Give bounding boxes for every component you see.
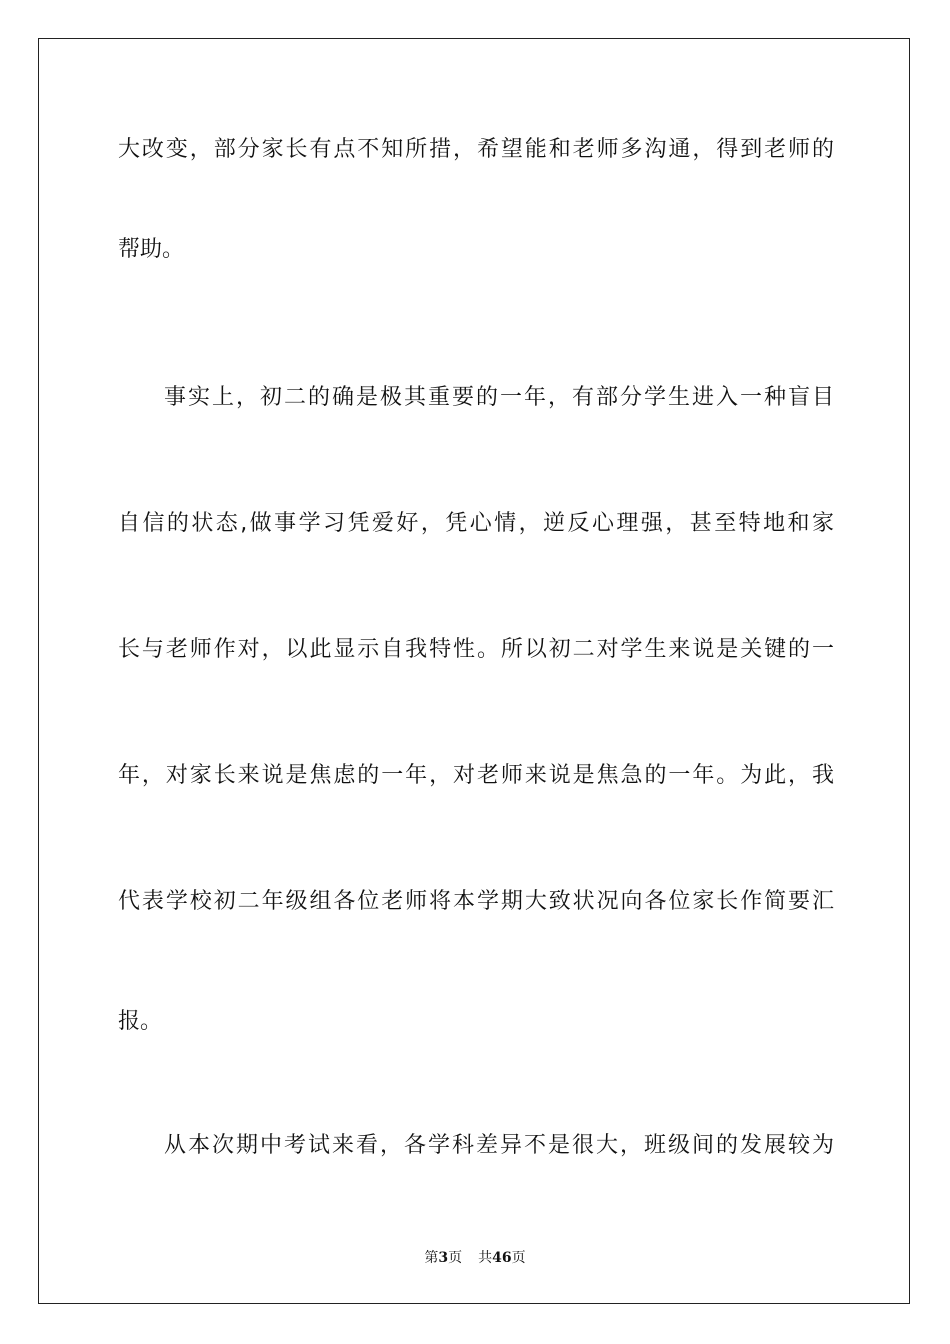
body-line-9: 从本次期中考试来看，各学科差异不是很大，班级间的发展较为	[164, 1133, 834, 1158]
body-line-2: 帮助。	[118, 237, 185, 262]
page-border	[38, 38, 910, 1304]
body-line-3: 事实上，初二的确是极其重要的一年，有部分学生进入一种盲目	[164, 385, 834, 410]
footer-page-suffix: 页	[448, 1250, 463, 1266]
footer-total-prefix: 共	[478, 1250, 493, 1266]
body-line-8: 报。	[118, 1009, 163, 1034]
body-line-6: 年，对家长来说是焦虑的一年，对老师来说是焦急的一年。为此，我	[118, 763, 834, 788]
body-line-7: 代表学校初二年级组各位老师将本学期大致状况向各位家长作简要汇	[118, 889, 834, 914]
footer-page-number: 3	[438, 1250, 449, 1266]
body-line-1: 大改变，部分家长有点不知所措，希望能和老师多沟通，得到老师的	[118, 137, 834, 162]
body-line-5: 长与老师作对，以此显示自我特性。所以初二对学生来说是关键的一	[118, 637, 834, 662]
footer-page-prefix: 第	[424, 1250, 439, 1266]
footer-total-number: 46	[492, 1250, 512, 1266]
page-footer	[0, 1246, 950, 1270]
footer-total-suffix: 页	[511, 1250, 526, 1266]
body-line-4: 自信的状态,做事学习凭爱好，凭心情，逆反心理强，甚至特地和家	[118, 511, 834, 536]
